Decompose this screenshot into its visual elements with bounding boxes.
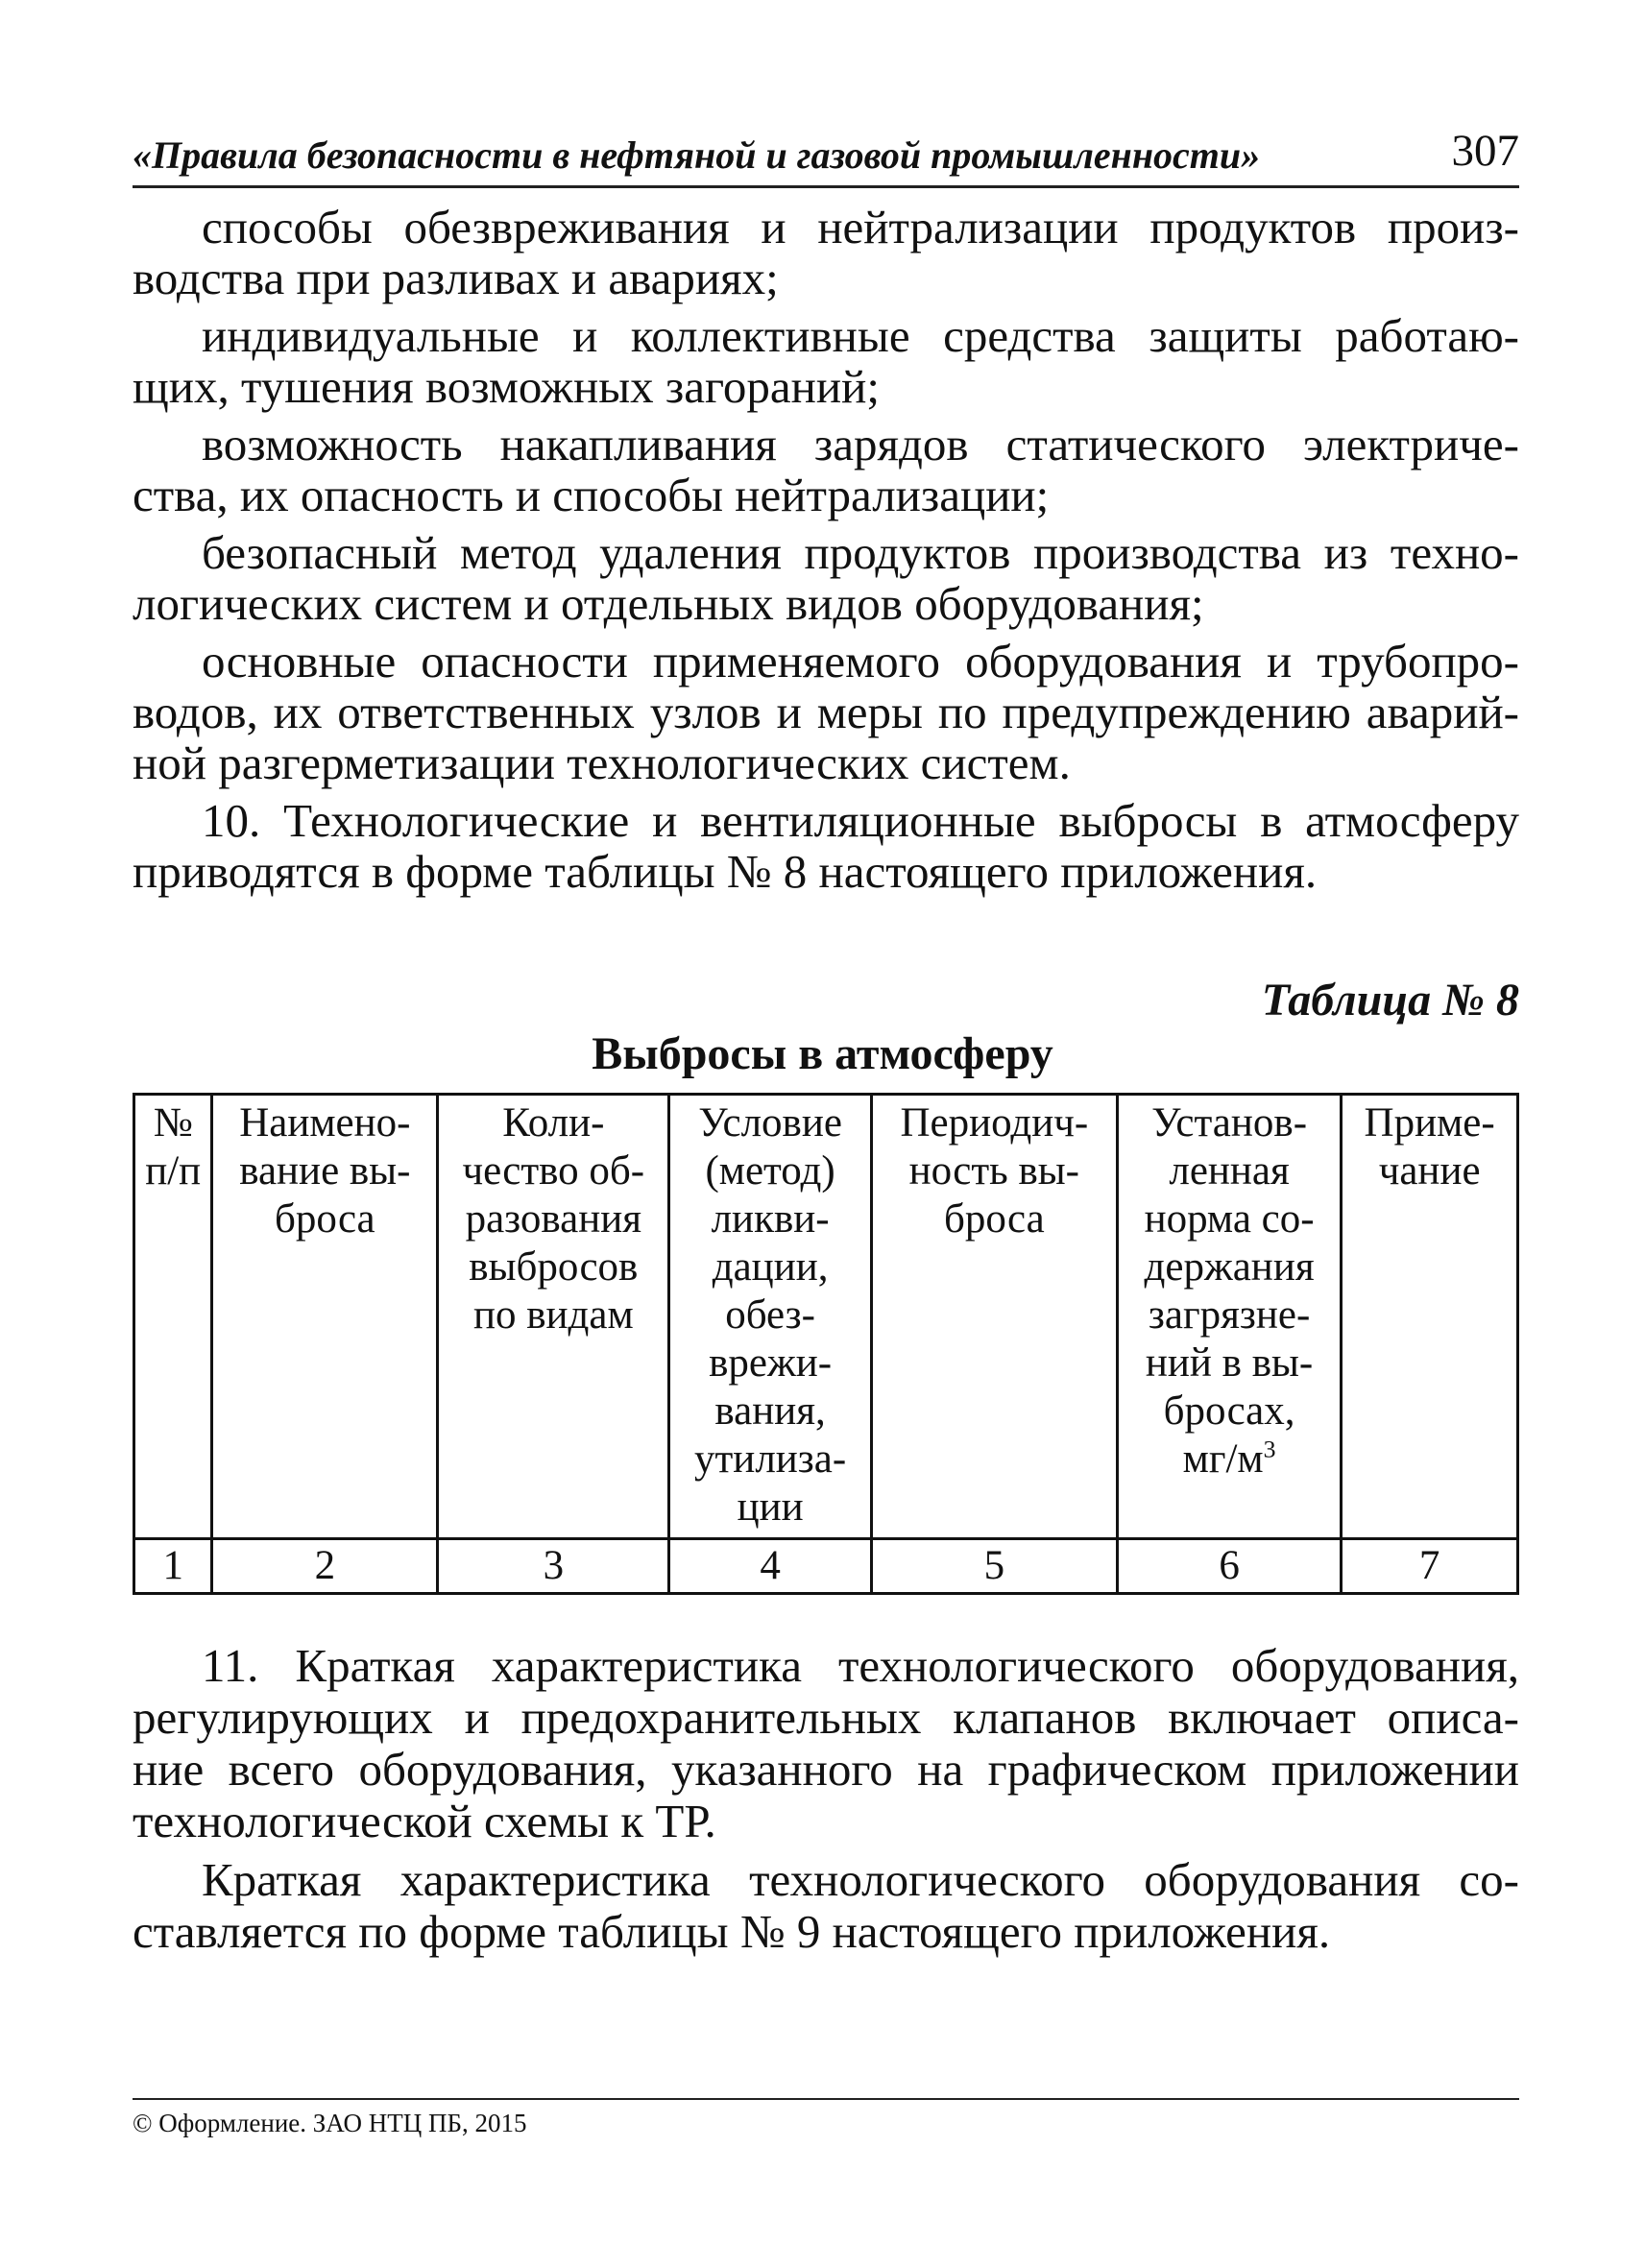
text-line: безопасный метод удаления продуктов производства из техно- (202, 526, 1519, 579)
header-line: ность вы- (908, 1148, 1080, 1194)
body-text-bottom (133, 1640, 1519, 1965)
paragraph (133, 1640, 1519, 1847)
header-divider (133, 185, 1519, 188)
table-header-cell (1342, 1095, 1518, 1539)
table-number-cell: 2 (212, 1539, 438, 1594)
text-line: водов, их ответственных узлов и меры по предупреждению аварий- (133, 686, 1519, 738)
header-line: Установ- (1151, 1100, 1308, 1146)
text-line: щих, тушения возможных загораний; (133, 360, 880, 413)
table-label: Таблица № 8 (1261, 975, 1519, 1025)
page-number: 307 (1451, 126, 1519, 176)
footer-divider (133, 2098, 1519, 2100)
text-line: способы обезвреживания и нейтрализации продуктов произ- (202, 201, 1519, 253)
text-line: Краткая характеристика технологического оборудования со- (202, 1853, 1519, 1906)
table-header-cell (1117, 1095, 1341, 1539)
header-line: Наимено- (239, 1100, 411, 1146)
text-line: ства, их опасность и способы нейтрализации; (133, 469, 1050, 521)
header-line: п/п (145, 1148, 202, 1194)
table-number-row (134, 1539, 1518, 1594)
header-line: вание вы- (239, 1148, 411, 1194)
paragraph (133, 1854, 1519, 1958)
paragraph (133, 310, 1519, 412)
header-line: ний в вы- (1145, 1340, 1314, 1386)
paragraph (133, 419, 1519, 520)
header-line: ликви- (711, 1196, 830, 1242)
text-line: водства при разливах и авариях; (133, 252, 779, 304)
table-title: Выбросы в атмосферу (592, 1028, 1053, 1079)
table-header-cell (212, 1095, 438, 1539)
page-header (133, 123, 1519, 184)
header-line: норма со- (1144, 1196, 1315, 1242)
header-line: загрязне- (1148, 1292, 1311, 1338)
header-line: дации, (712, 1244, 829, 1290)
text-line: 11. Краткая характеристика технологического оборудования, (202, 1639, 1519, 1692)
header-line: Приме- (1364, 1100, 1495, 1146)
header-line: разования (465, 1196, 642, 1242)
paragraph (133, 527, 1519, 629)
header-line: обез- (725, 1292, 815, 1338)
header-line: броса (944, 1196, 1045, 1242)
table-number-cell: 1 (134, 1539, 212, 1594)
text-line: ние всего оборудования, указанного на графическом приложении (133, 1743, 1519, 1796)
text-line: технологической схемы к ТР. (133, 1795, 716, 1847)
table-header-row (134, 1095, 1518, 1539)
table-number-cell: 4 (669, 1539, 871, 1594)
table-number-cell: 7 (1342, 1539, 1518, 1594)
text-line: возможность накапливания зарядов статического электриче- (202, 418, 1519, 470)
unit-superscript: 3 (1263, 1435, 1276, 1463)
text-line: регулирующих и предохранительных клапанов включает описа- (133, 1691, 1519, 1744)
header-line: бросах, (1163, 1388, 1295, 1434)
header-line: чание (1378, 1148, 1481, 1194)
header-line: чество об- (462, 1148, 645, 1194)
running-title: «Правила безопасности в нефтяной и газовой промышленности» (133, 133, 1261, 177)
header-line: Условие (698, 1100, 842, 1146)
text-line: индивидуальные и коллективные средства защиты работаю- (202, 309, 1519, 362)
text-line: ставляется по форме таблицы № 9 настоящего приложения. (133, 1905, 1331, 1958)
table-header-cell (669, 1095, 871, 1539)
emissions-table (133, 1093, 1519, 1595)
text-line: 10. Технологические и вентиляционные выбросы в атмосферу (202, 794, 1519, 847)
header-line: ции (737, 1484, 804, 1530)
header-line: выбросов (469, 1244, 639, 1290)
header-line: Коли- (502, 1100, 605, 1146)
header-line: держания (1144, 1244, 1315, 1290)
footer-copyright: © Оформление. ЗАО НТЦ ПБ, 2015 (133, 2109, 527, 2137)
header-line: врежи- (709, 1340, 833, 1386)
table-header-cell (134, 1095, 212, 1539)
header-line: броса (275, 1196, 375, 1242)
text-line: ной разгерметизации технологических систем. (133, 736, 1071, 789)
text-line: приводятся в форме таблицы № 8 настоящего приложения. (133, 845, 1318, 898)
header-line: мг/м (1182, 1436, 1264, 1482)
header-line: утилиза- (694, 1436, 847, 1482)
header-line: ленная (1169, 1148, 1290, 1194)
table-number-cell: 6 (1117, 1539, 1341, 1594)
header-line: вания, (714, 1388, 826, 1434)
text-line: логических систем и отдельных видов оборудования; (133, 577, 1204, 630)
table-number-cell: 3 (438, 1539, 669, 1594)
text-line: основные опасности применяемого оборудования и трубопро- (202, 635, 1519, 688)
paragraph (133, 795, 1519, 897)
header-line: № (153, 1100, 193, 1146)
header-line: по видам (472, 1292, 634, 1338)
header-line: Периодич- (900, 1100, 1089, 1146)
paragraph (133, 202, 1519, 303)
paragraph (133, 636, 1519, 788)
table-header-cell (438, 1095, 669, 1539)
header-line: (метод) (705, 1148, 835, 1194)
table-number-cell: 5 (871, 1539, 1117, 1594)
body-text-top (133, 202, 1519, 904)
table-header-cell (871, 1095, 1117, 1539)
